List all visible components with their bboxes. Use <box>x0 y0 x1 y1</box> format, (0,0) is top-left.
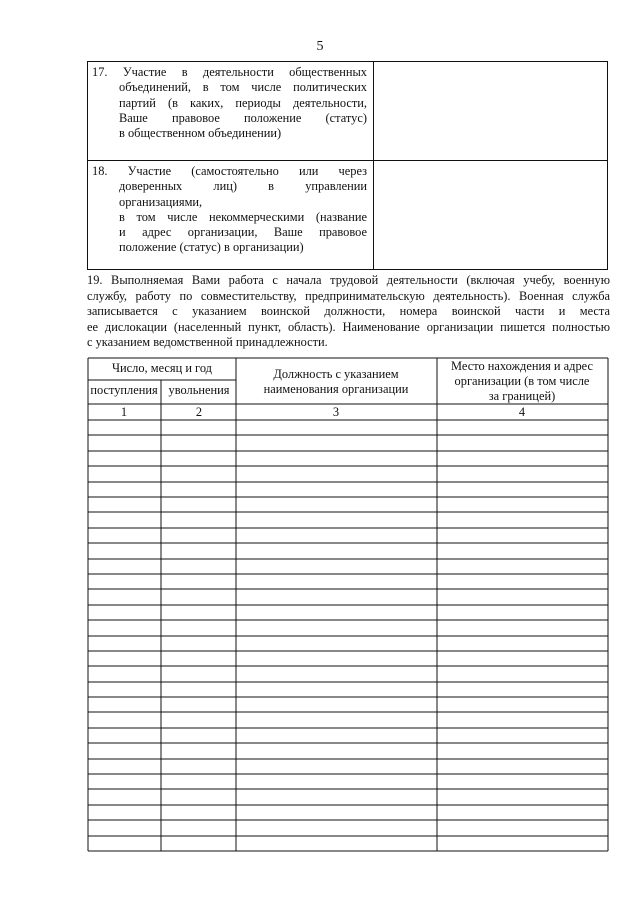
question-17-line-4: Ваше правовое положение (статус) <box>119 110 367 125</box>
question-17-line-1: 17. Участие в деятельности общественных <box>92 65 367 79</box>
column-number-4: 4 <box>518 405 526 419</box>
question-18-line-1: 18. Участие (самостоятельно или через <box>92 164 367 178</box>
table-grid <box>88 358 608 851</box>
question-18-line-4: и адрес организации, Ваше правовое <box>119 225 367 240</box>
question-18-line-5: положение (статус) в организации) <box>119 240 304 255</box>
header-location-line-3: за границей) <box>488 389 556 403</box>
page-number: 5 <box>316 39 324 54</box>
column-number-1: 1 <box>120 405 128 419</box>
question-18-line-3: в том числе некоммерческими (название <box>119 209 367 224</box>
section-19-line-5: с указанием ведомственной принадлежности. <box>87 335 328 349</box>
header-position-line-1: Должность с указанием <box>273 367 399 381</box>
question-18-line-2: доверенных лиц) в управлении организациями, <box>119 179 367 209</box>
header-position-line-2: наименования организации <box>263 382 409 396</box>
column-number-3: 3 <box>332 405 340 419</box>
column-number-2: 2 <box>195 405 203 419</box>
section-19-line-2: службу, работу по совместительству, предпринимательскую деятельность). Военная служба <box>87 288 610 303</box>
header-start-date: поступления <box>90 383 158 397</box>
section-19-line-4: ее дислокации (населенный пункт, область). Наименование организации пишется полностью <box>87 319 610 334</box>
question-17-line-3: партий (в каких, периоды деятельности, <box>119 95 367 110</box>
question-17-line-5: в общественном объединении) <box>119 126 282 141</box>
section-19-line-3: записывается с указанием воинской должности, номера воинской части и места <box>87 304 610 318</box>
header-date-group: Число, месяц и год <box>112 361 212 375</box>
header-location-line-1: Место нахождения и адрес <box>451 359 593 373</box>
question-17-line-2: объединений, в том числе политических <box>119 80 367 95</box>
section-19-line-1: 19. Выполняемая Вами работа с начала трудовой деятельности (включая учебу, военную <box>87 273 610 287</box>
header-end-date: увольнения <box>168 383 230 397</box>
header-location-line-2: организации (в том числе <box>454 374 590 388</box>
